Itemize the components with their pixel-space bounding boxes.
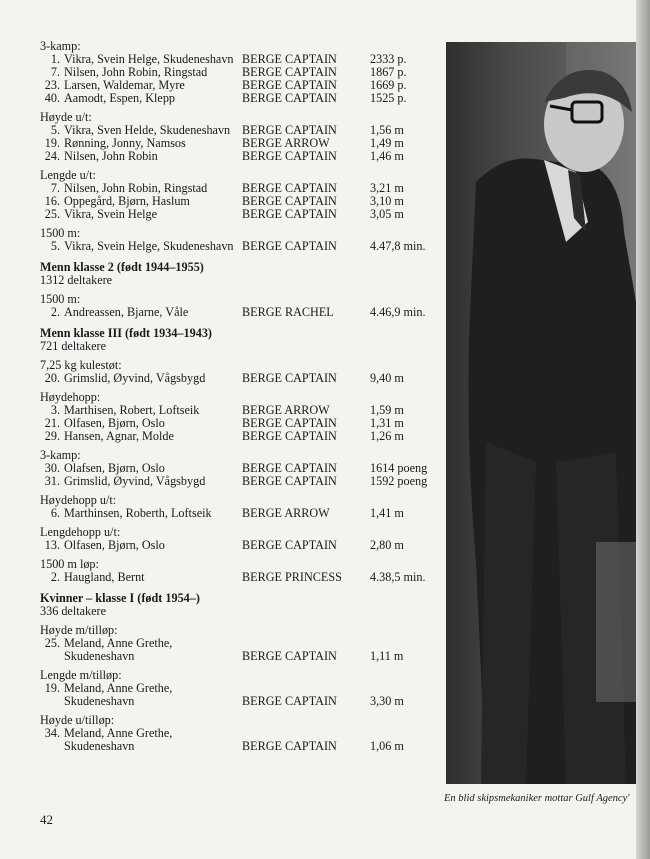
athlete-name-text: Haugland, Bernt	[64, 570, 145, 584]
rank: 6.	[50, 506, 60, 520]
event-title: Høyde m/tilløp:	[40, 623, 118, 637]
event-title: 3-kamp:	[40, 39, 81, 53]
athlete-name-text: Andreassen, Bjarne, Våle	[64, 305, 189, 319]
rank: 5.	[50, 123, 60, 137]
result-row	[40, 430, 445, 443]
rank: 19.	[44, 681, 60, 695]
athlete-name-text: Marthisen, Robert, Loftseik	[64, 403, 200, 417]
athlete-name-text: Meland, Anne Grethe,	[64, 636, 173, 650]
result-row	[40, 240, 445, 253]
athlete-name	[40, 430, 174, 443]
rank: 31.	[44, 474, 60, 488]
athlete-name-text: Larsen, Waldemar, Myre	[64, 78, 185, 92]
event-title: Lengdehopp u/t:	[40, 525, 121, 539]
result-row	[40, 372, 445, 385]
result-row	[40, 208, 445, 221]
ship-name: BERGE CAPTAIN	[242, 52, 337, 66]
event-group	[40, 40, 445, 105]
rank: 13.	[44, 538, 60, 552]
athlete-hometown: Skudeneshavn	[64, 649, 135, 663]
ship-name: BERGE CAPTAIN	[242, 371, 337, 385]
class-heading: Kvinner – klasse I (født 1954–)	[40, 591, 200, 605]
rank: 21.	[44, 416, 60, 430]
athlete-name	[40, 475, 205, 488]
event-group	[40, 669, 445, 708]
athlete-name-text: Olfasen, Bjørn, Oslo	[64, 416, 165, 430]
athlete-name-text: Nilsen, John Robin, Ringstad	[64, 181, 208, 195]
result-row	[40, 475, 445, 488]
event-title: Høydehopp:	[40, 390, 101, 404]
ship-name: BERGE CAPTAIN	[242, 65, 337, 79]
result-value: 2,80 m	[370, 538, 404, 552]
ship-name: BERGE CAPTAIN	[242, 416, 337, 430]
rank: 25.	[44, 207, 60, 221]
result-value: 1,41 m	[370, 506, 404, 520]
event-title: 1500 m:	[40, 226, 81, 240]
event-group	[40, 494, 445, 520]
result-value: 1669 p.	[370, 78, 407, 92]
athlete-name	[40, 240, 234, 253]
athlete-name	[40, 539, 165, 552]
result-value: 1867 p.	[370, 65, 407, 79]
ship-name: BERGE CAPTAIN	[242, 149, 337, 163]
rank: 5.	[50, 239, 60, 253]
result-row	[40, 507, 445, 520]
event-group	[40, 391, 445, 443]
athlete-name-text: Vikra, Svein Helge, Skudeneshavn	[64, 52, 234, 66]
result-row	[40, 306, 445, 319]
athlete-hometown: Skudeneshavn	[64, 739, 135, 753]
result-row	[40, 727, 445, 753]
event-group	[40, 624, 445, 663]
photo	[446, 42, 636, 784]
ship-name: BERGE CAPTAIN	[242, 194, 337, 208]
athlete-name-text: Oppegård, Bjørn, Haslum	[64, 194, 190, 208]
ship-name: BERGE CAPTAIN	[242, 538, 337, 552]
result-value: 3,21 m	[370, 181, 404, 195]
athlete-name	[40, 92, 175, 105]
athlete-name-text: Meland, Anne Grethe,	[64, 726, 173, 740]
athlete-name-text: Olafsen, Bjørn, Oslo	[64, 461, 165, 475]
rank: 24.	[44, 149, 60, 163]
results-list	[40, 40, 445, 759]
rank: 34.	[44, 726, 60, 740]
class-heading: Menn klasse III (født 1934–1943)	[40, 326, 212, 340]
ship-name: BERGE CAPTAIN	[242, 123, 337, 137]
participant-count: 336 deltakere	[40, 604, 106, 618]
result-value: 1,31 m	[370, 416, 404, 430]
event-title: Lengde u/t:	[40, 168, 96, 182]
result-value: 1525 p.	[370, 91, 407, 105]
result-row	[40, 92, 445, 105]
result-value: 1,49 m	[370, 136, 404, 150]
athlete-name-text: Hansen, Agnar, Molde	[64, 429, 174, 443]
athlete-name	[40, 306, 188, 319]
event-group	[40, 111, 445, 163]
rank: 7.	[50, 181, 60, 195]
athlete-name	[40, 682, 172, 708]
result-value: 1,06 m	[370, 739, 404, 753]
class-heading: Menn klasse 2 (født 1944–1955)	[40, 260, 204, 274]
athlete-name-text: Grimslid, Øyvind, Vågsbygd	[64, 474, 206, 488]
rank: 16.	[44, 194, 60, 208]
event-title: Høydehopp u/t:	[40, 493, 117, 507]
athlete-name	[40, 372, 205, 385]
ship-name: BERGE CAPTAIN	[242, 429, 337, 443]
athlete-name	[40, 150, 158, 163]
athlete-name-text: Vikra, Sven Helde, Skudeneshavn	[64, 123, 231, 137]
athlete-name-text: Vikra, Svein Helge, Skudeneshavn	[64, 239, 234, 253]
athlete-name	[40, 637, 172, 663]
ship-name: BERGE CAPTAIN	[242, 207, 337, 221]
rank: 3.	[50, 403, 60, 417]
event-group	[40, 714, 445, 753]
page-number: 42	[40, 812, 53, 827]
class-heading-group	[40, 261, 445, 287]
rank: 25.	[44, 636, 60, 650]
result-row	[40, 150, 445, 163]
ship-name: BERGE CAPTAIN	[242, 474, 337, 488]
result-value: 1,59 m	[370, 403, 404, 417]
event-group	[40, 293, 445, 319]
event-title: 1500 m løp:	[40, 557, 99, 571]
event-title: Høyde u/t:	[40, 110, 92, 124]
ship-name: BERGE CAPTAIN	[242, 461, 337, 475]
athlete-name-text: Grimslid, Øyvind, Vågsbygd	[64, 371, 206, 385]
event-group	[40, 169, 445, 221]
result-value: 1,56 m	[370, 123, 404, 137]
rank: 1.	[50, 52, 60, 66]
athlete-name-text: Meland, Anne Grethe,	[64, 681, 173, 695]
event-title: 1500 m:	[40, 292, 81, 306]
rank: 40.	[44, 91, 60, 105]
event-title: 3-kamp:	[40, 448, 81, 462]
ship-name: BERGE ARROW	[242, 136, 330, 150]
class-heading-group	[40, 592, 445, 618]
event-group	[40, 526, 445, 552]
ship-name: BERGE CAPTAIN	[242, 181, 337, 195]
event-group	[40, 227, 445, 253]
rank: 30.	[44, 461, 60, 475]
result-value: 1614 poeng	[370, 461, 428, 475]
event-title: 7,25 kg kulestøt:	[40, 358, 122, 372]
ship-name: BERGE PRINCESS	[242, 570, 342, 584]
athlete-name-text: Vikra, Svein Helge	[64, 207, 158, 221]
page-edge	[636, 0, 650, 859]
rank: 29.	[44, 429, 60, 443]
athlete-name-text: Marthinsen, Roberth, Loftseik	[64, 506, 212, 520]
athlete-name-text: Aamodt, Espen, Klepp	[64, 91, 176, 105]
result-row	[40, 637, 445, 663]
athlete-name-text: Olfasen, Bjørn, Oslo	[64, 538, 165, 552]
result-value: 1592 poeng	[370, 474, 428, 488]
result-value: 2333 p.	[370, 52, 407, 66]
photo-caption: En blid skipsmekaniker mottar Gulf Agency'	[444, 793, 630, 804]
result-row	[40, 682, 445, 708]
athlete-name	[40, 571, 145, 584]
athlete-hometown: Skudeneshavn	[64, 694, 135, 708]
athlete-name-text: Rønning, Jonny, Namsos	[64, 136, 186, 150]
ship-name: BERGE CAPTAIN	[242, 78, 337, 92]
ship-name: BERGE ARROW	[242, 506, 330, 520]
rank: 23.	[44, 78, 60, 92]
rank: 19.	[44, 136, 60, 150]
ship-name: BERGE RACHEL	[242, 305, 334, 319]
rank: 2.	[50, 570, 60, 584]
athlete-name	[40, 727, 172, 753]
result-value: 4.47,8 min.	[370, 239, 426, 253]
ship-name: BERGE ARROW	[242, 403, 330, 417]
athlete-name	[40, 208, 157, 221]
result-row	[40, 539, 445, 552]
event-title: Høyde u/tilløp:	[40, 713, 115, 727]
result-value: 4.46,9 min.	[370, 305, 426, 319]
event-group	[40, 359, 445, 385]
ship-name: BERGE CAPTAIN	[242, 694, 337, 708]
result-value: 3,30 m	[370, 694, 404, 708]
result-value: 1,26 m	[370, 429, 404, 443]
athlete-name-text: Nilsen, John Robin	[64, 149, 158, 163]
ship-name: BERGE CAPTAIN	[242, 91, 337, 105]
result-value: 3,10 m	[370, 194, 404, 208]
result-value: 9,40 m	[370, 371, 404, 385]
rank: 7.	[50, 65, 60, 79]
rank: 20.	[44, 371, 60, 385]
result-row	[40, 571, 445, 584]
participant-count: 721 deltakere	[40, 339, 106, 353]
ship-name: BERGE CAPTAIN	[242, 239, 337, 253]
result-value: 4.38,5 min.	[370, 570, 426, 584]
athlete-name-text: Nilsen, John Robin, Ringstad	[64, 65, 208, 79]
man-photo-illustration	[446, 42, 636, 784]
ship-name: BERGE CAPTAIN	[242, 739, 337, 753]
class-heading-group	[40, 327, 445, 353]
result-value: 1,46 m	[370, 149, 404, 163]
result-value: 1,11 m	[370, 649, 404, 663]
event-group	[40, 558, 445, 584]
participant-count: 1312 deltakere	[40, 273, 113, 287]
event-group	[40, 449, 445, 488]
rank: 2.	[50, 305, 60, 319]
result-value: 3,05 m	[370, 207, 404, 221]
athlete-name	[40, 507, 212, 520]
event-title: Lengde m/tilløp:	[40, 668, 122, 682]
ship-name: BERGE CAPTAIN	[242, 649, 337, 663]
